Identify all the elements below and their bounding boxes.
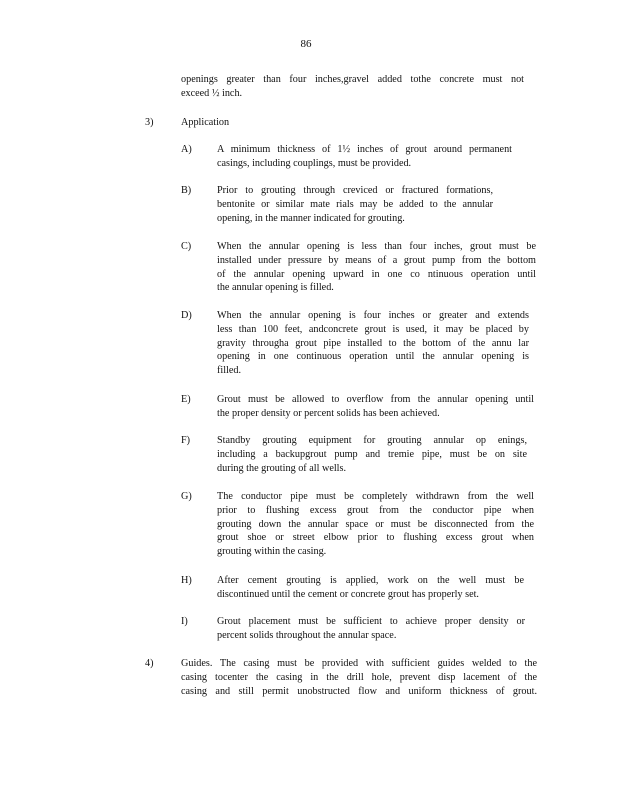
item-letter: C) — [181, 241, 192, 252]
text-line: grouting down the annular space or must be disconnected from the — [217, 518, 534, 530]
item-letter: I) — [181, 616, 188, 627]
text-line: percent solids throughout the annular space. — [217, 629, 397, 641]
text-line: exceed ½ inch. — [181, 87, 243, 99]
text-line: Grout must be allowed to overflow from the annular opening until — [217, 394, 534, 405]
item-e-text — [217, 393, 534, 421]
item-f-text — [217, 434, 527, 475]
text-line: the annular opening is filled. — [217, 282, 334, 294]
item-a-text — [217, 143, 512, 171]
text-line: When the annular opening is four inches or greater and extends — [217, 310, 529, 321]
text-line: grouting within the casing. — [217, 546, 327, 558]
item-c-text — [217, 240, 536, 295]
text-line: casings, including couplings, must be provided. — [217, 157, 412, 169]
item-b-text — [217, 184, 493, 225]
item-d-text — [217, 309, 529, 378]
item-letter: G) — [181, 491, 192, 502]
text-line: prior to flushing excess grout from the conductor pipe when — [217, 504, 534, 516]
item-letter: D) — [181, 310, 192, 321]
text-line: Standby grouting equipment for grouting annular op enings, — [217, 435, 527, 446]
item-i-text — [217, 615, 525, 643]
text-line: casing and still permit unobstructed flow and uniform thickness of grout. — [181, 685, 537, 697]
item-h-text — [217, 574, 524, 602]
item-letter: B) — [181, 185, 192, 196]
text-line: Grout placement must be sufficient to achieve proper density or — [217, 616, 525, 627]
text-line: filled. — [217, 365, 242, 377]
item-letter: A) — [181, 144, 192, 155]
section-4-text — [181, 657, 537, 698]
item-letter: E) — [181, 394, 191, 405]
text-line: grout shoe or street elbow prior to flushing excess grout when — [217, 532, 534, 544]
text-line: the proper density or percent solids has been achieved. — [217, 407, 440, 419]
section-3-number: 3) — [145, 117, 154, 128]
text-line: opening, in the manner indicated for grouting. — [217, 212, 405, 224]
item-letter: H) — [181, 575, 192, 586]
text-line: gravity througha grout pipe installed to the bottom of the annu lar — [217, 337, 529, 349]
text-line: bentonite or similar mate rials may be added to the annular — [217, 198, 493, 210]
text-line: The conductor pipe must be completely withdrawn from the well — [217, 491, 534, 502]
text-line: Guides. The casing must be provided with sufficient guides welded to the — [181, 658, 537, 669]
text-line: casing tocenter the casing in the drill hole, prevent disp lacement of the — [181, 671, 537, 683]
text-line: opening in one continuous operation until the annular opening is — [217, 351, 529, 363]
section-3-title: Application — [181, 117, 230, 128]
page-number: 86 — [300, 38, 312, 50]
text-line: of the annular opening upward in one co ntinuous operation until — [217, 268, 536, 280]
item-letter: F) — [181, 435, 191, 446]
text-line: less than 100 feet, andconcrete grout is used, it may be placed by — [217, 323, 529, 335]
text-line: After cement grouting is applied, work on the well must be — [217, 575, 524, 586]
text-line: Prior to grouting through creviced or fractured formations, — [217, 185, 493, 196]
section-4-number: 4) — [145, 658, 154, 669]
text-line: installed under pressure by means of a grout pump from the bottom — [217, 254, 536, 266]
text-line: When the annular opening is less than four inches, grout must be — [217, 241, 536, 252]
text-line: including a backupgrout pump and tremie pipe, must be on site — [217, 448, 527, 460]
text-line: discontinued until the cement or concrete grout has properly set. — [217, 588, 479, 600]
text-line: openings greater than four inches,gravel added tothe concrete must not — [181, 74, 524, 85]
text-line: during the grouting of all wells. — [217, 462, 347, 474]
item-g-text — [217, 490, 534, 559]
text-line: A minimum thickness of 1½ inches of grout around permanent — [217, 144, 512, 155]
continuation-paragraph — [181, 73, 524, 101]
